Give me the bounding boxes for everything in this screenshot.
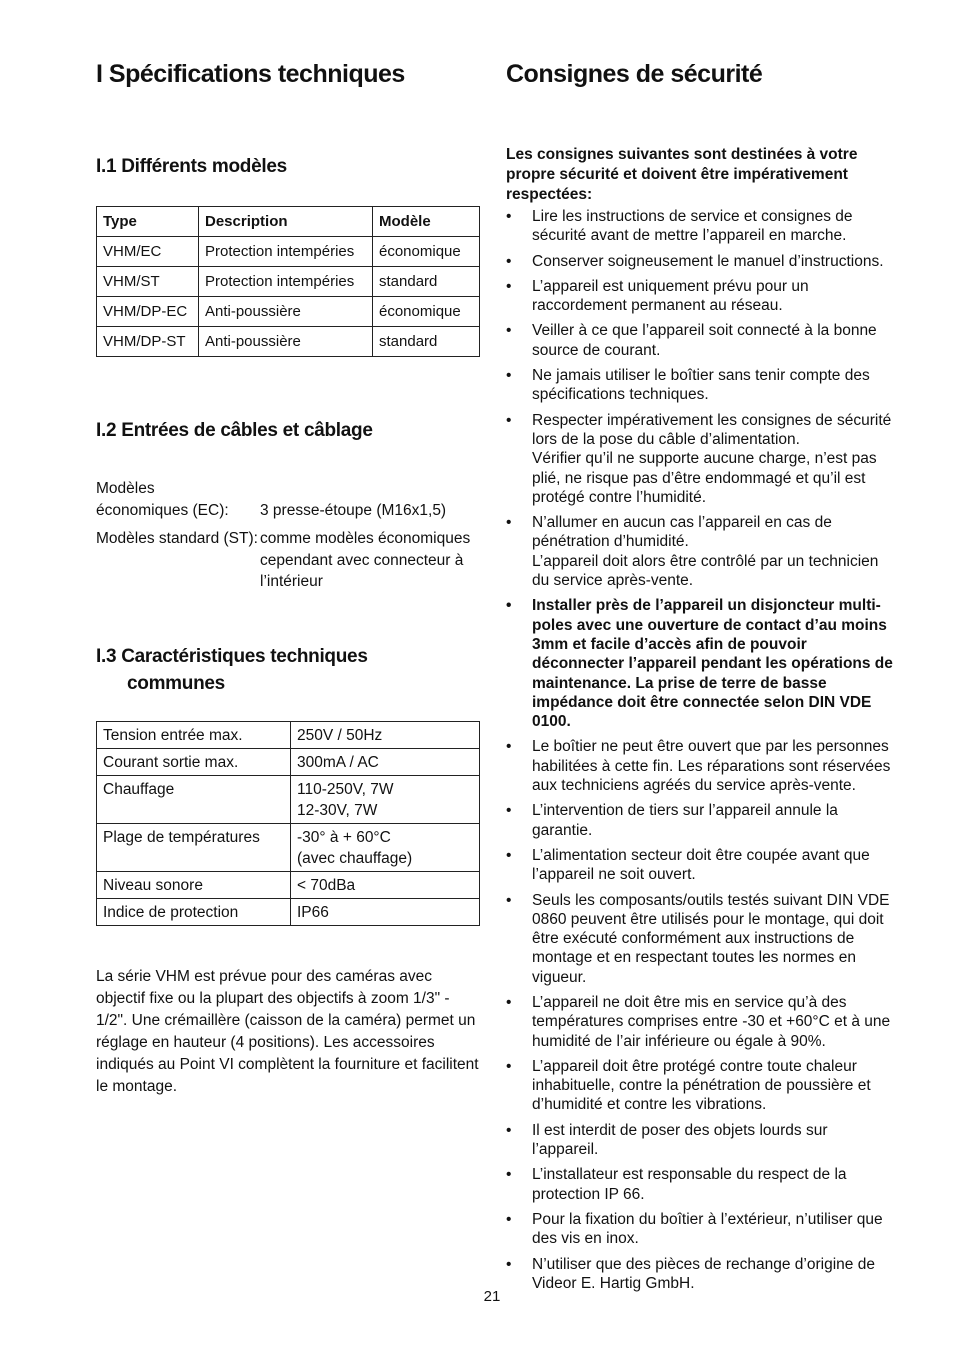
spec-label: Indice de protection: [97, 898, 291, 925]
spec-value-line2: 12-30V, 7W: [297, 801, 378, 819]
spec-value: < 70dBa: [291, 871, 480, 898]
cable-entries: [96, 478, 480, 593]
safety-title: Consignes de sécurité: [506, 60, 763, 88]
safety-intro: Les consignes suivantes sont destinées à votre propre sécurité et doivent être impérativement respectées:: [506, 146, 858, 203]
cable-row-economic: [96, 500, 480, 522]
cell-description: Protection intempéries: [199, 237, 373, 267]
spec-value-line1: -30° à + 60°C: [297, 828, 391, 846]
table-row: [97, 721, 480, 748]
specs-table: [96, 721, 480, 926]
table-header-row: [97, 207, 480, 237]
list-item: • Il est interdit de poser des objets lourds sur l’appareil.: [506, 1121, 898, 1160]
left-column: [96, 60, 480, 1098]
list-item: • L’appareil doit être protégé contre toute chaleur inhabituelle, contre la pénétration de poussière et d’humidité et contre les vibrations.: [506, 1057, 898, 1115]
list-item: • Conserver soigneusement le manuel d’instructions.: [506, 252, 898, 271]
list-item: • Pour la fixation du boîtier à l’extérieur, n’utiliser que des vis en inox.: [506, 1210, 898, 1249]
cell-type: VHM/EC: [97, 237, 199, 267]
table-row: [97, 898, 480, 925]
list-item: • Respecter impérativement les consignes de sécurité lors de la pose du câble d’alimentation. Vérifier qu’il ne supporte aucune charge, n’est pas plié, ne risque pas d’être endommagé et qu’il est protégé contre l’humidité.: [506, 411, 898, 507]
section-models: [96, 153, 480, 357]
list-item: • N’utiliser que des pièces de rechange d’origine de Videor E. Hartig GmbH.: [506, 1255, 898, 1294]
models-table: [96, 206, 480, 357]
cell-description: Protection intempéries: [199, 267, 373, 297]
list-item: • Lire les instructions de service et consignes de sécurité avant de mettre l’appareil en marche.: [506, 207, 898, 246]
cell-model: standard: [373, 267, 480, 297]
spec-label: Tension entrée max.: [97, 721, 291, 748]
table-row: [97, 237, 480, 267]
list-item: • Seuls les composants/outils testés suivant DIN VDE 0860 peuvent être utilisés pour le montage, qui doit être exécuté conformément aux instructions de montage et en respectant toutes les normes en vigueur.: [506, 891, 898, 987]
spec-value: [291, 823, 480, 871]
section-heading-cables: I.2 Entrées de câbles et câblage: [96, 420, 373, 441]
spec-value-line2: (avec chauffage): [297, 849, 413, 867]
list-item: • L’intervention de tiers sur l’appareil annule la garantie.: [506, 801, 898, 840]
list-item: • L’alimentation secteur doit être coupée avant que l’appareil ne soit ouvert.: [506, 846, 898, 885]
spec-label: Plage de températures: [97, 823, 291, 871]
column-header-type: Type: [97, 207, 199, 237]
description-paragraph: La série VHM est prévue pour des caméras avec objectif fixe ou la plupart des objectifs à zoom 1/3" - 1/2". Une crémaillère (caisson de la caméra) permet un réglage en hauteur (4 positions). Les accessoires indiqués au Point VI complètent la fourniture et facilitent le montage.: [96, 967, 479, 1095]
table-row: [97, 871, 480, 898]
section-cables: [96, 417, 480, 593]
list-item: • L’appareil ne doit être mis en service qu’à des températures comprises entre -30 et +60°C et à une humidité de l’air inférieure ou égale à 90%.: [506, 993, 898, 1051]
spec-value: 300mA / AC: [291, 748, 480, 775]
section-common-specs: [96, 643, 480, 926]
list-item: • Installer près de l’appareil un disjoncteur multi-poles avec une ouverture de contact d’au moins 3mm et facile d’accès afin de pouvoir déconnecter l’appareil pendant les opérations de maintenance. La prise de terre de basse impédance doit être connectée selon DIN VDE 0100.: [506, 596, 898, 731]
page-number: 21: [483, 1288, 501, 1305]
spec-value: 250V / 50Hz: [291, 721, 480, 748]
list-item: • N’allumer en aucun cas l’appareil en cas de pénétration d’humidité. L’appareil doit alors être contrôlé par un technicien du service après-vente.: [506, 513, 898, 590]
list-item: • Veiller à ce que l’appareil soit connecté à la bonne source de courant.: [506, 321, 898, 360]
cell-model: standard: [373, 327, 480, 357]
list-item: • L’installateur est responsable du respect de la protection IP 66.: [506, 1165, 898, 1204]
list-item: • L’appareil est uniquement prévu pour un raccordement permanent au réseau.: [506, 277, 898, 316]
cell-description: Anti-poussière: [199, 327, 373, 357]
column-header-model: Modèle: [373, 207, 480, 237]
spec-label: Chauffage: [97, 775, 291, 823]
cell-model: économique: [373, 237, 480, 267]
spec-value: IP66: [291, 898, 480, 925]
cable-label-economic: économiques (EC):: [96, 501, 229, 519]
right-column: [506, 60, 898, 1299]
spec-label: Courant sortie max.: [97, 748, 291, 775]
cable-value-economic: 3 presse-étoupe (M16x1,5): [260, 501, 447, 519]
cell-type: VHM/ST: [97, 267, 199, 297]
page-title: I Spécifications techniques: [96, 60, 405, 88]
table-row: [97, 327, 480, 357]
section-heading-specs: [96, 643, 480, 697]
spec-value-line1: 110-250V, 7W: [297, 780, 394, 798]
section-heading-specs-line1: I.3 Caractéristiques techniques: [96, 645, 368, 667]
cable-row-standard: [96, 528, 480, 593]
cable-label-line1: Modèles: [96, 480, 155, 497]
table-row: [97, 823, 480, 871]
column-header-description: Description: [199, 207, 373, 237]
cell-type: VHM/DP-ST: [97, 327, 199, 357]
cable-label-standard: Modèles standard (ST):: [96, 530, 258, 547]
table-row: [97, 297, 480, 327]
cell-description: Anti-poussière: [199, 297, 373, 327]
spec-label: Niveau sonore: [97, 871, 291, 898]
table-row: [97, 748, 480, 775]
cell-model: économique: [373, 297, 480, 327]
list-item: • Le boîtier ne peut être ouvert que par les personnes habilitées à cette fin. Les réparations sont réservées aux techniciens agréés du service après-vente.: [506, 737, 898, 795]
list-item: • Ne jamais utiliser le boîtier sans tenir compte des spécifications techniques.: [506, 366, 898, 405]
cell-type: VHM/DP-EC: [97, 297, 199, 327]
table-row: [97, 775, 480, 823]
cable-value-standard: comme modèles économiques cependant avec connecteur à l’intérieur: [260, 530, 471, 590]
spec-value: [291, 775, 480, 823]
section-heading-specs-line2: communes: [127, 672, 225, 694]
section-heading-models: I.1 Différents modèles: [96, 156, 287, 177]
safety-list: [506, 207, 898, 1293]
table-row: [97, 267, 480, 297]
